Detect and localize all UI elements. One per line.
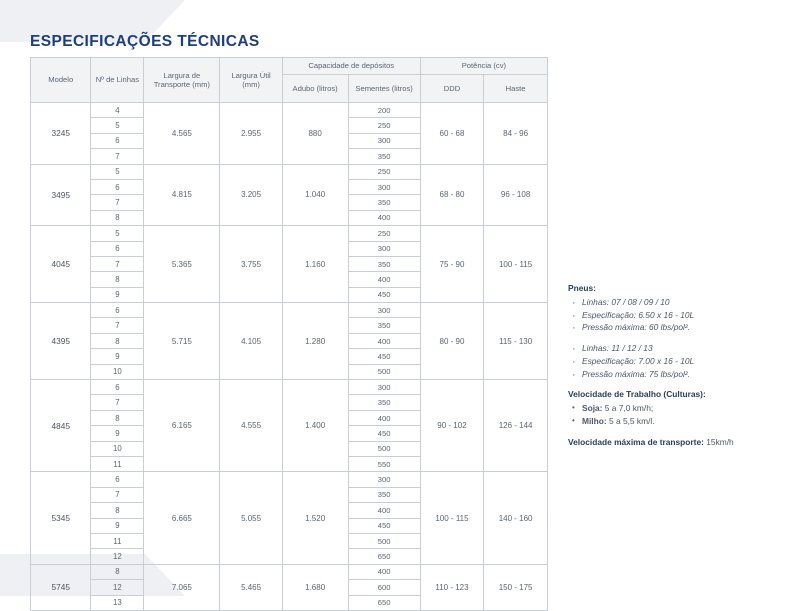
cell-sementes: 400 [348,564,420,579]
header-haste: Haste [484,75,548,103]
header-sementes: Sementes (litros) [348,75,420,103]
cell-largura-transporte: 4.565 [144,103,220,165]
cell-largura-transporte: 7.065 [144,564,220,610]
cell-modelo: 3245 [31,103,91,165]
cell-sementes: 450 [348,349,420,364]
cell-sementes: 300 [348,380,420,395]
cell-sementes: 400 [348,503,420,518]
cell-sementes: 250 [348,118,420,133]
cell-largura-util: 4.105 [220,303,282,380]
cell-sementes: 350 [348,195,420,210]
cell-modelo: 4395 [31,303,91,380]
specifications-table [30,57,548,611]
cell-linhas: 9 [91,349,144,364]
velocidade-maxima-value: 15km/h [703,436,734,447]
cell-largura-transporte: 6.165 [144,380,220,472]
cell-sementes: 650 [348,595,420,610]
cell-linhas: 11 [91,533,144,548]
cell-linhas: 11 [91,456,144,471]
list-item: · Especificação: 6.50 x 16 - 10L [568,309,783,322]
cell-largura-util: 3.755 [220,226,282,303]
cell-sementes: 300 [348,472,420,487]
table-row [31,303,548,318]
cell-linhas: 4 [91,103,144,118]
cell-modelo: 5345 [31,472,91,564]
cell-ddd: 90 - 102 [420,380,483,472]
pneus-title: Pneus: [568,283,596,293]
cell-linhas: 8 [91,564,144,579]
cell-adubo: 1.400 [282,380,348,472]
cell-linhas: 7 [91,318,144,333]
cell-linhas: 8 [91,410,144,425]
culturas-list [568,402,783,428]
cell-ddd: 110 - 123 [420,564,483,610]
cell-largura-transporte: 4.815 [144,164,220,226]
cell-largura-util: 4.555 [220,380,282,472]
cell-sementes: 250 [348,226,420,241]
cell-adubo: 880 [282,103,348,165]
header-capacidade-depositos: Capacidade de depósitos [282,58,420,75]
cell-linhas: 13 [91,595,144,610]
table-header [31,58,548,103]
cell-sementes: 450 [348,426,420,441]
cell-ddd: 100 - 115 [420,472,483,564]
velocidade-maxima-label: Velocidade máxima de transporte: [568,436,704,447]
cell-sementes: 400 [348,333,420,348]
cell-largura-util: 5.055 [220,472,282,564]
cell-sementes: 200 [348,103,420,118]
cell-linhas: 5 [91,226,144,241]
cell-largura-util: 2.955 [220,103,282,165]
header-adubo: Adubo (litros) [282,75,348,103]
cell-linhas: 12 [91,549,144,564]
cell-haste: 150 - 175 [484,564,548,610]
cell-sementes: 350 [348,149,420,164]
cell-haste: 84 - 96 [484,103,548,165]
cell-adubo: 1.160 [282,226,348,303]
table-row [31,564,548,579]
cell-sementes: 400 [348,272,420,287]
cell-haste: 96 - 108 [484,164,548,226]
cell-sementes: 350 [348,318,420,333]
cell-sementes: 650 [348,549,420,564]
cell-linhas: 10 [91,364,144,379]
cell-sementes: 300 [348,241,420,256]
cell-adubo: 1.280 [282,303,348,380]
cell-linhas: 7 [91,195,144,210]
cell-modelo: 3495 [31,164,91,226]
cell-linhas: 8 [91,333,144,348]
cell-linhas: 7 [91,487,144,502]
list-item: · Linhas: 11 / 12 / 13 [568,342,783,355]
cell-sementes: 500 [348,441,420,456]
cell-ddd: 75 - 90 [420,226,483,303]
cell-sementes: 550 [348,456,420,471]
header-ddd: DDD [420,75,483,103]
cell-linhas: 5 [91,118,144,133]
cell-modelo: 4045 [31,226,91,303]
cultura-valor: 5 a 7,0 km/h; [602,403,654,414]
table-body [31,103,548,611]
cell-linhas: 8 [91,272,144,287]
header-modelo: Modelo [31,58,91,103]
cell-haste: 100 - 115 [484,226,548,303]
velocidade-trabalho-title: Velocidade de Trabalho (Culturas): [568,389,706,400]
header-largura-util: Largura Útil (mm) [220,58,282,103]
cell-linhas: 8 [91,210,144,225]
table-row [31,164,548,179]
header-linhas: Nº de Linhas [91,58,144,103]
header-potencia: Potência (cv) [420,58,547,75]
cell-linhas: 6 [91,472,144,487]
notes-panel [568,282,783,448]
list-item [568,402,783,415]
cell-largura-util: 3.205 [220,164,282,226]
cell-linhas: 5 [91,164,144,179]
pneus-group-2 [568,342,783,380]
cell-linhas: 9 [91,518,144,533]
cell-ddd: 80 - 90 [420,303,483,380]
cell-adubo: 1.680 [282,564,348,610]
cultura-valor: 5 a 5,5 km/l. [606,415,655,426]
cell-ddd: 60 - 68 [420,103,483,165]
header-largura-transporte: Largura de Transporte (mm) [144,58,220,103]
cell-sementes: 500 [348,364,420,379]
cultura-nome: Milho: [582,415,607,426]
cell-linhas: 6 [91,179,144,194]
cell-linhas: 12 [91,580,144,595]
cell-haste: 126 - 144 [484,380,548,472]
cell-sementes: 300 [348,179,420,194]
cell-linhas: 9 [91,287,144,302]
table-row [31,380,548,395]
cell-linhas: 7 [91,256,144,271]
cell-modelo: 4845 [31,380,91,472]
cell-linhas: 7 [91,395,144,410]
pneus-group-1 [568,296,783,334]
cell-linhas: 8 [91,503,144,518]
velocidade-maxima [568,436,783,449]
cell-linhas: 6 [91,241,144,256]
cell-sementes: 400 [348,210,420,225]
cell-adubo: 1.520 [282,472,348,564]
cell-haste: 140 - 160 [484,472,548,564]
cell-adubo: 1.040 [282,164,348,226]
cell-sementes: 600 [348,580,420,595]
cultura-nome: Soja: [582,403,603,414]
cell-sementes: 250 [348,164,420,179]
cell-haste: 115 - 130 [484,303,548,380]
cell-linhas: 6 [91,133,144,148]
cell-sementes: 350 [348,256,420,271]
cell-sementes: 500 [348,533,420,548]
cell-sementes: 300 [348,133,420,148]
list-item: · Especificação: 7.00 x 16 - 10L [568,355,783,368]
cell-linhas: 10 [91,441,144,456]
table-row [31,226,548,241]
cell-modelo: 5745 [31,564,91,610]
cell-linhas: 7 [91,149,144,164]
cell-sementes: 450 [348,518,420,533]
cell-sementes: 350 [348,487,420,502]
cell-largura-transporte: 5.365 [144,226,220,303]
list-item [568,415,783,428]
cell-sementes: 450 [348,287,420,302]
cell-linhas: 6 [91,303,144,318]
page-title: ESPECIFICAÇÕES TÉCNICAS [30,33,260,50]
cell-linhas: 9 [91,426,144,441]
cell-sementes: 400 [348,410,420,425]
cell-sementes: 300 [348,303,420,318]
list-item: · Linhas: 07 / 08 / 09 / 10 [568,296,783,309]
cell-largura-transporte: 6.665 [144,472,220,564]
cell-largura-util: 5.465 [220,564,282,610]
table-row [31,472,548,487]
cell-linhas: 6 [91,380,144,395]
cell-largura-transporte: 5.715 [144,303,220,380]
cell-ddd: 68 - 80 [420,164,483,226]
list-item: · Pressão máxima: 75 lbs/pol². [568,368,783,381]
cell-sementes: 350 [348,395,420,410]
list-item: · Pressão máxima: 60 lbs/pol². [568,321,783,334]
table-row [31,103,548,118]
